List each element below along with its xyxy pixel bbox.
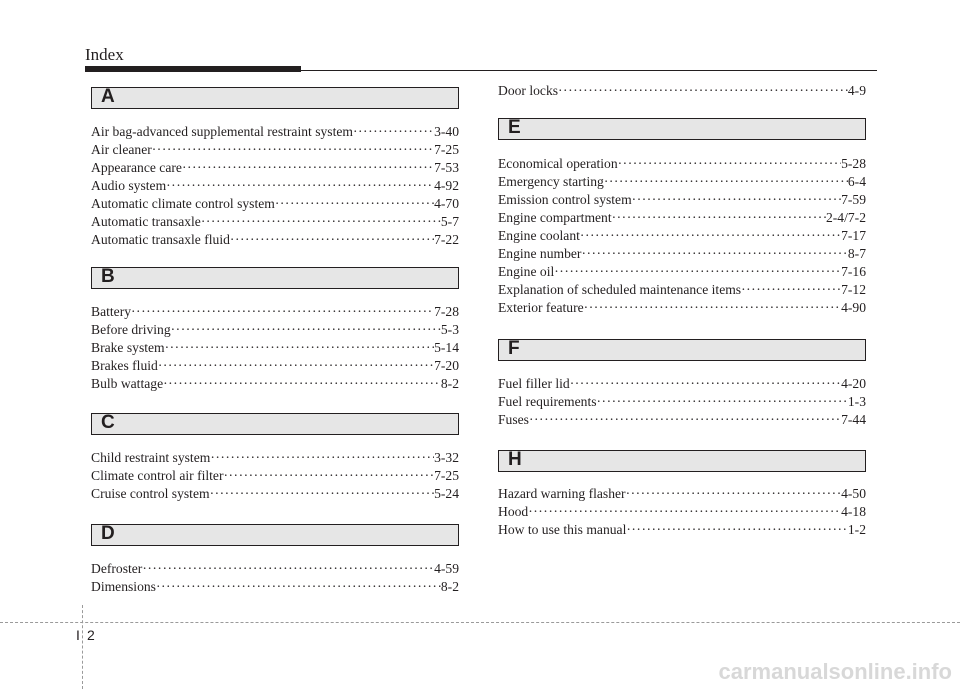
index-entry: Dimensions ····· 8-2 (91, 579, 459, 597)
leader-dots (275, 196, 434, 212)
index-entry: Fuses ····· 7-44 (498, 412, 866, 430)
page-title: Index (85, 45, 124, 64)
index-entry: Air cleaner ····· 7-25 (91, 142, 459, 160)
leader-dots (612, 210, 826, 226)
section-header-b (91, 267, 459, 289)
leader-dots (152, 142, 434, 158)
leader-dots (158, 358, 434, 374)
leader-dots (210, 486, 435, 502)
index-entry: Hood ····· 4-18 (498, 504, 866, 522)
section-header-e (498, 118, 866, 140)
index-entry: Cruise control system ····· 5-24 (91, 486, 459, 504)
index-entry: Brake system ····· 5-14 (91, 340, 459, 358)
leader-dots (142, 561, 434, 577)
index-entry: Air bag-advanced supplemental restraint system ····· 3-40 (91, 124, 459, 142)
leader-dots (584, 300, 841, 316)
footer-page-number: 2 (87, 627, 95, 643)
leader-dots (554, 264, 841, 280)
header-rule (301, 70, 877, 71)
leader-dots (558, 83, 848, 99)
leader-dots (604, 174, 848, 190)
watermark-text: carmanualsonline.info (718, 659, 952, 684)
index-entry: Exterior feature ····· 4-90 (498, 300, 866, 318)
section-letter: H (508, 449, 522, 470)
section-letter: E (508, 117, 521, 138)
section-header-f (498, 339, 866, 361)
footer-section-label: I (76, 627, 80, 643)
index-entry: Bulb wattage ····· 8-2 (91, 376, 459, 394)
leader-dots (156, 579, 441, 595)
section-letter: D (101, 523, 115, 544)
footer-dashed-rule (0, 622, 960, 623)
leader-dots (528, 504, 841, 520)
index-entry: Automatic transaxle ····· 5-7 (91, 214, 459, 232)
leader-dots (163, 376, 441, 392)
index-entry: Hazard warning flasher ····· 4-50 (498, 486, 866, 504)
index-entry: Brakes fluid ····· 7-20 (91, 358, 459, 376)
index-entry: Engine number ····· 8-7 (498, 246, 866, 264)
index-entry: Door locks ····· 4-9 (498, 83, 866, 101)
leader-dots (570, 376, 841, 392)
index-entry: Engine coolant ····· 7-17 (498, 228, 866, 246)
index-entry: Economical operation ····· 5-28 (498, 156, 866, 174)
leader-dots (201, 214, 441, 230)
leader-dots (230, 232, 434, 248)
index-entry: Emission control system ····· 7-59 (498, 192, 866, 210)
leader-dots (626, 522, 848, 538)
leader-dots (165, 340, 434, 356)
section-header-a (91, 87, 459, 109)
leader-dots (580, 228, 841, 244)
leader-dots (353, 124, 434, 140)
index-entry: Automatic transaxle fluid ····· 7-22 (91, 232, 459, 250)
index-entry: Automatic climate control system ····· 4-70 (91, 196, 459, 214)
leader-dots (618, 156, 841, 172)
index-entry: Engine compartment ····· 2-4/7-2 (498, 210, 866, 228)
section-letter: C (101, 412, 115, 433)
section-header-h (498, 450, 866, 472)
index-entry: Battery ····· 7-28 (91, 304, 459, 322)
leader-dots (632, 192, 841, 208)
index-entry: Defroster ····· 4-59 (91, 561, 459, 579)
index-entry: Fuel filler lid ····· 4-20 (498, 376, 866, 394)
section-letter: A (101, 86, 115, 107)
leader-dots (741, 282, 841, 298)
footer-vertical-rule (82, 605, 83, 689)
leader-dots (626, 486, 842, 502)
index-entry: How to use this manual ····· 1-2 (498, 522, 866, 540)
leader-dots (529, 412, 841, 428)
index-entry: Emergency starting ····· 6-4 (498, 174, 866, 192)
leader-dots (210, 450, 434, 466)
section-letter: B (101, 266, 115, 287)
leader-dots (581, 246, 847, 262)
leader-dots (131, 304, 434, 320)
index-entry: Explanation of scheduled maintenance items ····· 7-12 (498, 282, 866, 300)
section-letter: F (508, 338, 520, 359)
index-entry: Engine oil ····· 7-16 (498, 264, 866, 282)
section-header-c (91, 413, 459, 435)
index-entry: Child restraint system ····· 3-32 (91, 450, 459, 468)
index-entry: Audio system ····· 4-92 (91, 178, 459, 196)
index-entry: Fuel requirements ····· 1-3 (498, 394, 866, 412)
leader-dots (166, 178, 434, 194)
index-entry: Appearance care ····· 7-53 (91, 160, 459, 178)
leader-dots (224, 468, 435, 484)
index-entry: Before driving ····· 5-3 (91, 322, 459, 340)
section-header-d (91, 524, 459, 546)
leader-dots (182, 160, 434, 176)
index-entry: Climate control air filter ····· 7-25 (91, 468, 459, 486)
leader-dots (171, 322, 441, 338)
header-bar (85, 66, 301, 72)
leader-dots (597, 394, 848, 410)
